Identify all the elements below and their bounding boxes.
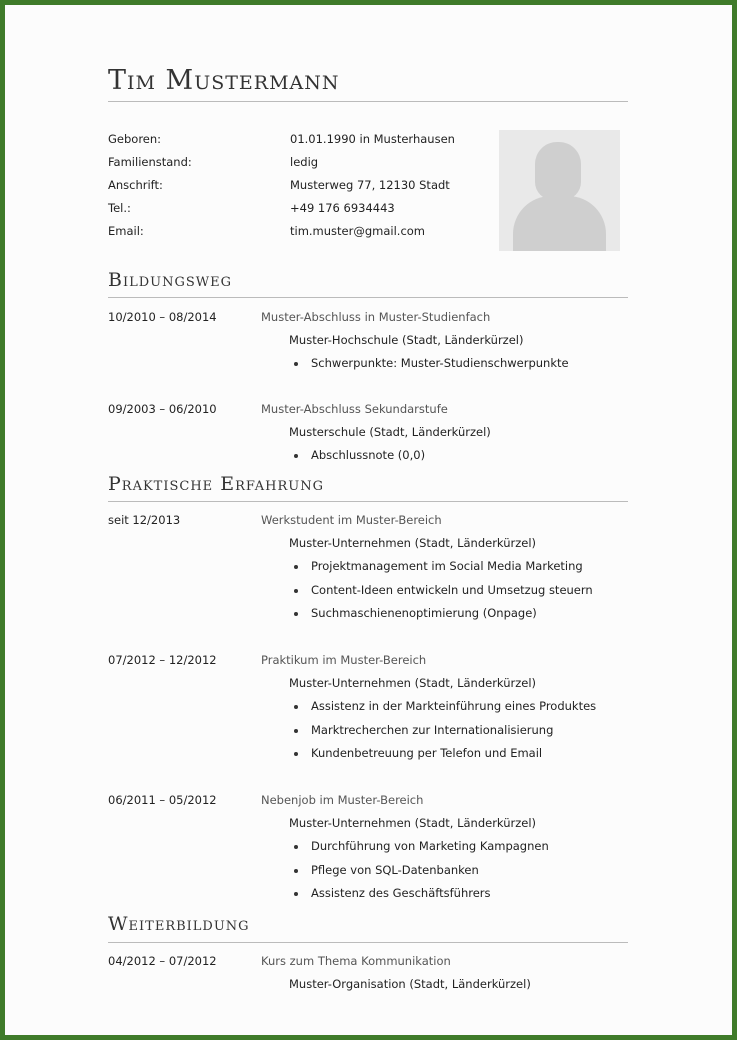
entry-institution: Muster-Unternehmen (Stadt, Länderkürzel) (289, 536, 537, 550)
bullet-text: Content-Ideen entwickeln und Umsetzug steuern (311, 582, 593, 597)
entry-institution: Muster-Organisation (Stadt, Länderkürzel) (289, 977, 531, 991)
silhouette-head (535, 142, 581, 200)
bullet-icon (294, 892, 298, 896)
entry-date: seit 12/2013 (108, 513, 181, 527)
info-value: ledig (290, 155, 319, 169)
person-silhouette-icon (499, 130, 620, 251)
list-item (291, 448, 425, 472)
info-label: Familienstand: (108, 155, 192, 169)
info-value: +49 176 6934443 (290, 201, 395, 215)
bullet-text: Assistenz in der Markteinführung eines Produktes (311, 699, 597, 713)
entry-bullet-list (291, 699, 596, 770)
entry-title: Muster-Abschluss in Muster-Studienfach (261, 310, 491, 324)
entry-title: Muster-Abschluss Sekundarstufe (261, 402, 448, 416)
entry-title: Nebenjob im Muster-Bereich (261, 793, 424, 807)
bullet-icon (294, 845, 298, 849)
bullet-icon (294, 565, 298, 569)
entry-bullet-list (291, 839, 549, 910)
list-item (291, 699, 596, 723)
info-value: 01.01.1990 in Musterhausen (290, 132, 455, 146)
bullet-icon (294, 589, 298, 593)
personal-info-row (108, 131, 498, 154)
entry-bullet-list (291, 356, 569, 380)
bullet-text: Schwerpunkte: Muster-Studienschwerpunkte (311, 356, 569, 370)
entry-institution: Muster-Unternehmen (Stadt, Länderkürzel) (289, 676, 537, 690)
section-title-education: Bildungsweg (108, 269, 233, 291)
info-value: tim.muster@gmail.com (290, 224, 426, 238)
section-title-training: Weiterbildung (108, 913, 250, 935)
bullet-icon (294, 869, 298, 873)
list-item (291, 839, 549, 863)
entry-title: Praktikum im Muster-Bereich (261, 653, 427, 667)
bullet-icon (294, 612, 298, 616)
entry-bullet-list (291, 448, 425, 472)
bullet-icon (294, 729, 298, 733)
bullet-icon (294, 705, 298, 709)
cv-name-heading: Tim Mustermann (108, 65, 340, 96)
entry-date: 06/2011 – 05/2012 (108, 793, 217, 807)
bullet-icon (294, 752, 298, 756)
list-item (291, 583, 593, 607)
bullet-text: Assistenz des Geschäftsführers (311, 886, 491, 900)
entry-date: 07/2012 – 12/2012 (108, 653, 217, 667)
info-label: Tel.: (108, 201, 131, 215)
bullet-icon (294, 362, 298, 366)
list-item (291, 356, 569, 380)
list-item (291, 559, 593, 583)
personal-info-row (108, 200, 498, 223)
entry-date: 09/2003 – 06/2010 (108, 402, 217, 416)
bullet-text: Pflege von SQL-Datenbanken (311, 862, 479, 877)
info-label: Anschrift: (108, 178, 163, 192)
personal-info-row (108, 154, 498, 177)
info-label: Geboren: (108, 132, 162, 146)
entry-institution: Muster-Unternehmen (Stadt, Länderkürzel) (289, 816, 537, 830)
info-label: Email: (108, 224, 144, 238)
list-item (291, 723, 596, 747)
list-item (291, 746, 596, 770)
bullet-text: Marktrecherchen zur Internationalisierung (311, 722, 554, 737)
silhouette-body (513, 196, 606, 251)
personal-info-row (108, 223, 498, 246)
bullet-icon (294, 454, 298, 458)
bullet-text: Projektmanagement im Social Media Marketing (311, 559, 583, 573)
section-divider (108, 501, 628, 502)
bullet-text: Abschlussnote (0,0) (311, 448, 426, 462)
entry-title: Kurs zum Thema Kommunikation (261, 954, 451, 968)
personal-info-row (108, 177, 498, 200)
list-item (291, 606, 593, 630)
name-divider (108, 101, 628, 102)
entry-institution: Muster-Hochschule (Stadt, Länderkürzel) (289, 333, 524, 347)
entry-institution: Musterschule (Stadt, Länderkürzel) (289, 425, 491, 439)
info-value: Musterweg 77, 12130 Stadt (290, 178, 450, 192)
bullet-text: Suchmaschienenoptimierung (Onpage) (311, 606, 537, 620)
entry-bullet-list (291, 559, 593, 630)
section-divider (108, 297, 628, 298)
personal-info (108, 131, 498, 246)
bullet-text: Durchführung von Marketing Kampagnen (311, 839, 549, 853)
entry-date: 04/2012 – 07/2012 (108, 954, 217, 968)
entry-title: Werkstudent im Muster-Bereich (261, 513, 442, 527)
list-item (291, 886, 549, 910)
entry-date: 10/2010 – 08/2014 (108, 310, 217, 324)
section-title-experience: Praktische Erfahrung (108, 473, 324, 495)
section-divider (108, 942, 628, 943)
bullet-text: Kundenbetreuung per Telefon und Email (311, 746, 543, 760)
list-item (291, 863, 549, 887)
